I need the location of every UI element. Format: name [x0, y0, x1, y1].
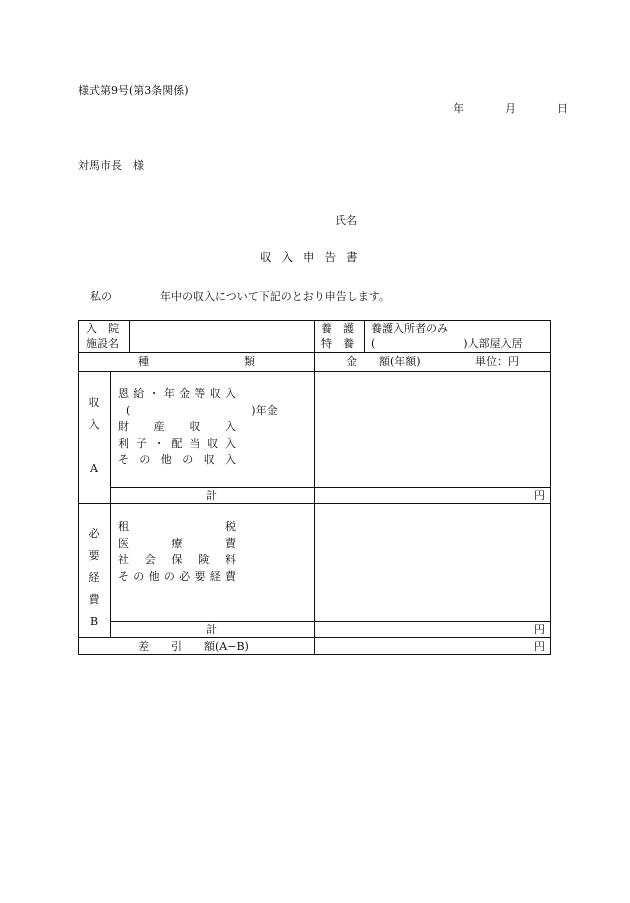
expense-section-label: 必 要 経 費 B [88, 527, 100, 628]
income-item-other: その他の収入 [118, 453, 236, 466]
income-declaration-table [78, 320, 551, 655]
expense-item-medical: 医療費 [118, 536, 236, 550]
facility-label-2: 施設名 [86, 337, 119, 350]
support-option-1: 養護入所者のみ [371, 322, 448, 335]
declaration-suffix: 年中の収入について下記のとおり申告します。 [160, 290, 390, 303]
table-rule [129, 320, 130, 353]
applicant-name-label: 氏名 [335, 214, 357, 227]
support-label-1: 養 護 [321, 322, 354, 335]
date-year: 年 [453, 102, 464, 115]
expense-items [118, 519, 278, 585]
header-unit: 単位：円 [475, 355, 519, 368]
income-item-pension: 恩給・年金等収入 [118, 387, 236, 400]
income-subtotal-yen: 円 [534, 489, 545, 502]
expense-item-tax: 租税 [118, 520, 236, 533]
income-item-property: 財産収入 [118, 420, 236, 433]
expense-item-insurance: 社会保険料 [118, 553, 236, 566]
support-label-2: 特 養 [321, 337, 354, 350]
net-amount-yen: 円 [534, 640, 545, 653]
header-type-2: 類 [244, 355, 255, 368]
expense-subtotal-yen: 円 [534, 623, 545, 636]
date-day: 日 [557, 102, 568, 115]
addressee: 対馬市長 様 [78, 159, 144, 172]
form-number: 様式第9号(第3条関係) [78, 84, 189, 97]
table-rule [364, 320, 365, 353]
table-border-left [78, 320, 79, 655]
table-rule [110, 621, 551, 622]
declaration-text [90, 288, 390, 304]
income-subtotal-label: 計 [206, 489, 217, 502]
expense-subtotal-label: 計 [206, 623, 217, 636]
table-rule [314, 320, 315, 655]
table-rule [110, 371, 111, 637]
support-option-2: ( )人部屋入居 [371, 337, 523, 350]
date-line [453, 100, 568, 116]
table-rule [110, 487, 551, 488]
table-border-right [550, 320, 551, 655]
date-month: 月 [505, 102, 516, 115]
income-item-pension-sub: ( )年金 [126, 403, 278, 417]
income-item-interest: 利子・配当収入 [118, 436, 236, 450]
header-amount: 金 額(年額) [346, 355, 421, 368]
income-items [118, 386, 278, 469]
expense-item-other: その他の必要経費 [118, 569, 236, 583]
declaration-prefix: 私の [90, 290, 112, 303]
net-amount-label: 差 引 額(A−B) [138, 640, 249, 653]
income-section-label: 収 入 A [88, 396, 100, 475]
header-type-1: 種 [138, 355, 149, 368]
document-title: 収入申告書 [260, 250, 368, 264]
facility-label-1: 入 院 [86, 322, 119, 335]
